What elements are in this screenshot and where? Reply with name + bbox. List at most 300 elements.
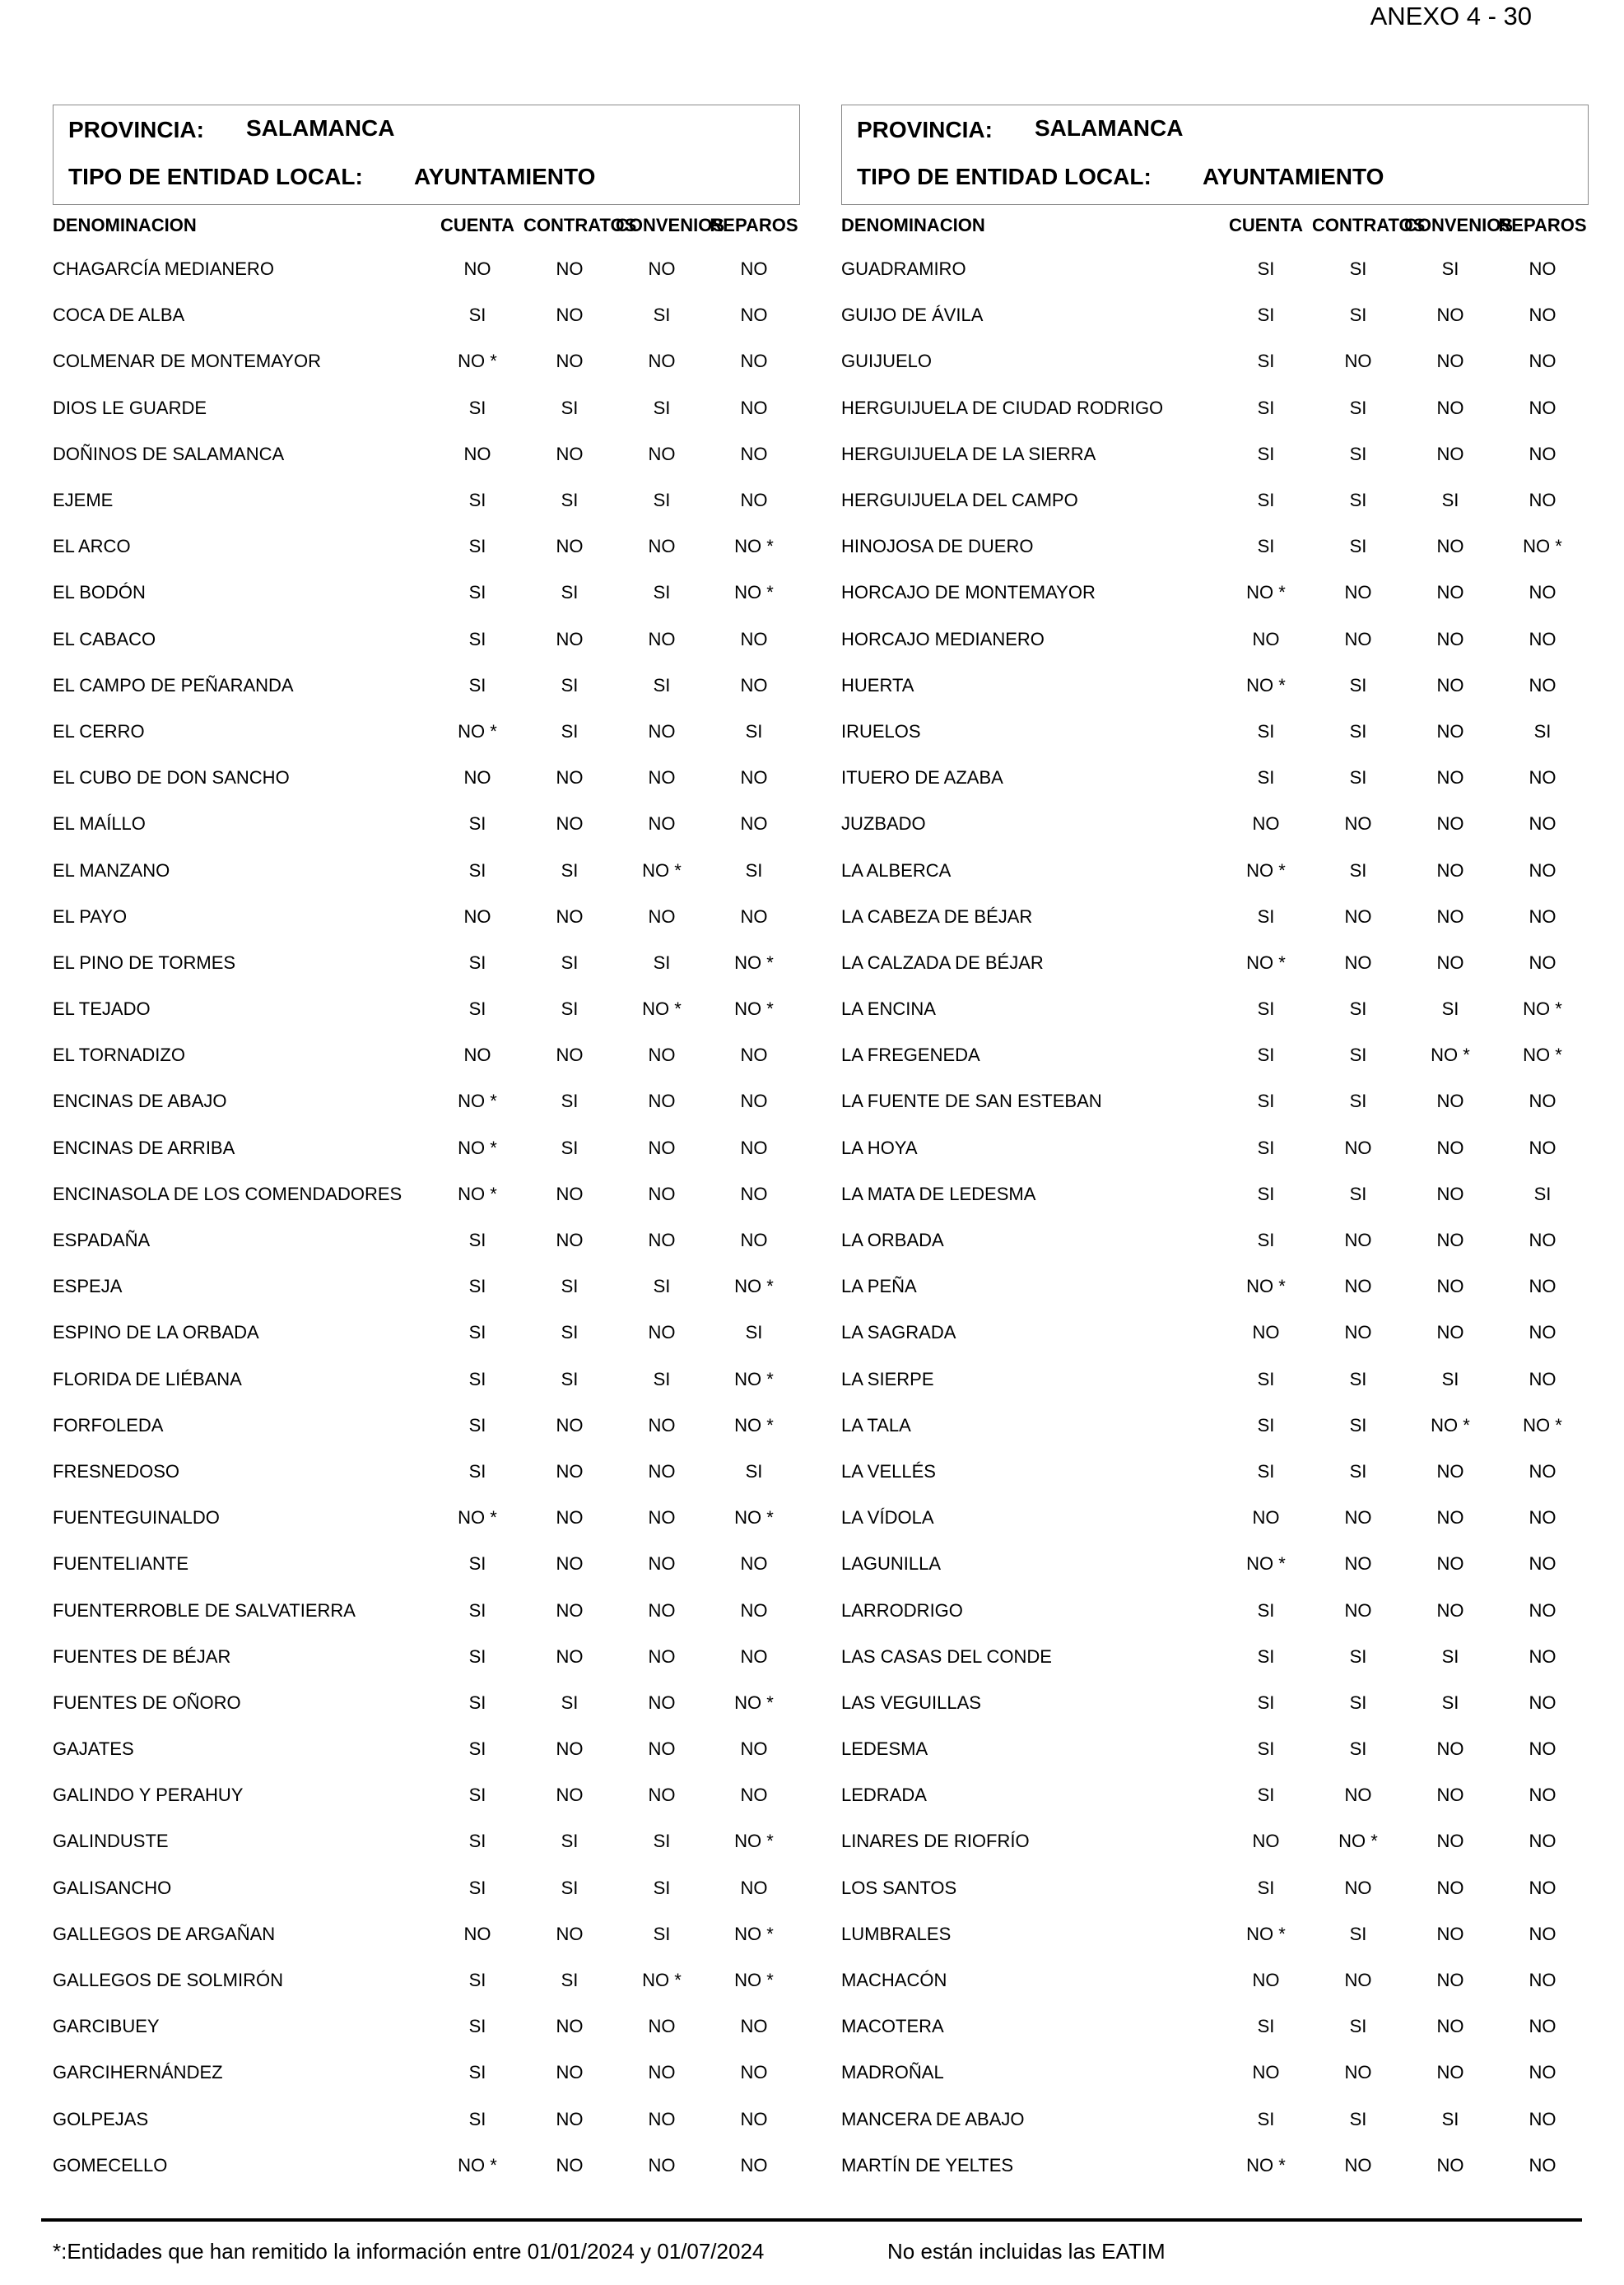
entity-name: LINARES DE RIOFRÍO [841, 1831, 1030, 1852]
convenios-cell: NO [1436, 1137, 1464, 1158]
contratos-cell: SI [1349, 2016, 1367, 2037]
convenios-cell: SI [653, 1831, 671, 1852]
contratos-cell: SI [561, 1970, 579, 1991]
table-row [841, 1680, 1589, 1726]
entity-name: LA SIERPE [841, 1368, 934, 1389]
contratos-cell: SI [561, 998, 579, 1020]
convenios-cell: SI [653, 305, 671, 326]
col-header-cuenta: CUENTA [440, 215, 515, 235]
cuenta-cell: NO * [458, 1137, 497, 1158]
cuenta-cell: SI [468, 1553, 486, 1575]
cuenta-cell: NO * [458, 351, 497, 372]
convenios-cell: SI [653, 1923, 671, 1944]
cuenta-cell: SI [1257, 397, 1275, 418]
convenios-cell: NO [648, 2062, 676, 2083]
convenios-cell: NO [1436, 1091, 1464, 1112]
entity-name: EL CAMPO DE PEÑARANDA [53, 674, 294, 696]
cuenta-cell: NO [1252, 2062, 1280, 2083]
convenios-cell: SI [653, 1368, 671, 1389]
cuenta-cell: SI [1257, 2108, 1275, 2129]
convenios-cell: NO [1436, 859, 1464, 881]
contratos-cell: SI [561, 1322, 579, 1343]
table-row [53, 2097, 800, 2143]
provincia-value: SALAMANCA [246, 115, 395, 141]
entity-name: EL CABACO [53, 628, 156, 649]
reparos-cell: NO [1529, 1322, 1557, 1343]
contratos-cell: SI [561, 952, 579, 973]
entity-name: FUENTEGUINALDO [53, 1507, 220, 1529]
contratos-cell: SI [561, 397, 579, 418]
entity-name: EL MANZANO [53, 859, 170, 881]
table-row [53, 1357, 800, 1403]
entity-name: GUIJO DE ÁVILA [841, 305, 984, 326]
contratos-cell: SI [561, 1692, 579, 1713]
entity-name: GARCIBUEY [53, 2016, 160, 2037]
convenios-cell: NO [1436, 1785, 1464, 1806]
reparos-cell: NO [1529, 490, 1557, 511]
cuenta-cell: SI [468, 536, 486, 557]
table-row [53, 1125, 800, 1171]
contratos-cell: SI [1349, 674, 1367, 696]
convenios-cell: NO [1436, 674, 1464, 696]
contratos-cell: NO [556, 1923, 584, 1944]
table-row [841, 1263, 1589, 1310]
table-row [841, 1078, 1589, 1124]
table-row [841, 2050, 1589, 2096]
cuenta-cell: NO * [458, 2154, 497, 2176]
table-row [841, 570, 1589, 616]
entity-name: HUERTA [841, 674, 914, 696]
reparos-cell: NO [740, 443, 768, 464]
reparos-cell: NO [1529, 1970, 1557, 1991]
contratos-cell: NO [1344, 1137, 1372, 1158]
table-row [53, 1911, 800, 1957]
contratos-cell: NO [556, 2016, 584, 2037]
cuenta-cell: SI [1257, 720, 1275, 742]
contratos-cell: NO [556, 813, 584, 835]
convenios-cell: SI [653, 1877, 671, 1898]
cuenta-cell: NO [1252, 1831, 1280, 1852]
reparos-cell: NO [740, 1553, 768, 1575]
provincia-label: PROVINCIA: [857, 117, 993, 142]
cuenta-cell: NO * [1246, 2154, 1286, 2176]
reparos-cell: NO [1529, 2154, 1557, 2176]
contratos-cell: SI [1349, 998, 1367, 1020]
entity-name: EL BODÓN [53, 582, 146, 603]
cuenta-cell: NO [463, 767, 491, 789]
table-row [53, 1818, 800, 1864]
convenios-cell: SI [1441, 490, 1459, 511]
cuenta-cell: SI [468, 2016, 486, 2037]
table-row [53, 1310, 800, 1356]
reparos-cell: NO * [1523, 1045, 1562, 1066]
cuenta-cell: SI [1257, 1045, 1275, 1066]
contratos-cell: SI [1349, 720, 1367, 742]
reparos-cell: NO * [734, 1692, 774, 1713]
contratos-cell: SI [561, 674, 579, 696]
contratos-cell: NO [556, 443, 584, 464]
cuenta-cell: SI [468, 1970, 486, 1991]
convenios-cell: NO [648, 1091, 676, 1112]
table-row [841, 1587, 1589, 1633]
reparos-cell: NO [740, 1183, 768, 1204]
contratos-cell: SI [561, 859, 579, 881]
convenios-cell: NO [648, 1599, 676, 1621]
cuenta-cell: SI [1257, 1877, 1275, 1898]
reparos-cell: NO [740, 674, 768, 696]
contratos-cell: NO [556, 2154, 584, 2176]
contratos-cell: NO [1344, 582, 1372, 603]
reparos-cell: SI [745, 1322, 763, 1343]
entity-name: LA HOYA [841, 1137, 918, 1158]
entity-name: FUENTELIANTE [53, 1553, 189, 1575]
convenios-cell: NO [1436, 1877, 1464, 1898]
entity-name: GAJATES [53, 1738, 134, 1760]
cuenta-cell: NO [1252, 1507, 1280, 1529]
cuenta-cell: SI [1257, 1230, 1275, 1251]
reparos-cell: NO * [734, 1970, 774, 1991]
table-row [53, 986, 800, 1032]
convenios-cell: NO [648, 1553, 676, 1575]
convenios-cell: SI [1441, 1368, 1459, 1389]
cuenta-cell: SI [1257, 1692, 1275, 1713]
reparos-cell: NO [1529, 1276, 1557, 1297]
cuenta-cell: SI [468, 952, 486, 973]
panel-left [53, 105, 800, 2189]
entity-name: HORCAJO MEDIANERO [841, 628, 1045, 649]
table-row [841, 2143, 1589, 2189]
convenios-cell: NO [648, 536, 676, 557]
cuenta-cell: NO * [1246, 952, 1286, 973]
contratos-cell: NO [556, 1230, 584, 1251]
table-row [841, 847, 1589, 893]
convenios-cell: NO [648, 1137, 676, 1158]
entity-name: FLORIDA DE LIÉBANA [53, 1368, 242, 1389]
contratos-cell: SI [1349, 443, 1367, 464]
convenios-cell: NO [648, 1738, 676, 1760]
cuenta-cell: NO * [458, 1091, 497, 1112]
reparos-cell: NO [1529, 952, 1557, 973]
contratos-cell: NO [1344, 628, 1372, 649]
convenios-cell: NO [648, 1785, 676, 1806]
cuenta-cell: NO * [458, 720, 497, 742]
entity-name: IRUELOS [841, 720, 921, 742]
convenios-cell: NO [1436, 2062, 1464, 2083]
reparos-cell: NO [1529, 1923, 1557, 1944]
reparos-cell: NO [1529, 2062, 1557, 2083]
reparos-cell: NO [1529, 1599, 1557, 1621]
entity-name: COCA DE ALBA [53, 305, 185, 326]
cuenta-cell: SI [1257, 2016, 1275, 2037]
table-row [53, 385, 800, 431]
cuenta-cell: SI [468, 305, 486, 326]
entity-name: EJEME [53, 490, 114, 511]
entity-name: LA VÍDOLA [841, 1507, 934, 1529]
entity-name: CHAGARCÍA MEDIANERO [53, 258, 274, 280]
table-row [53, 1726, 800, 1772]
convenios-cell: NO [1436, 536, 1464, 557]
cuenta-cell: SI [1257, 1785, 1275, 1806]
table-row [841, 1541, 1589, 1587]
convenios-cell: NO [1436, 952, 1464, 973]
table-row [841, 338, 1589, 384]
entity-name: EL TORNADIZO [53, 1045, 185, 1066]
cuenta-cell: SI [468, 1460, 486, 1482]
convenios-cell: NO [1436, 1831, 1464, 1852]
entity-table [841, 205, 1589, 2189]
cuenta-cell: NO * [458, 1183, 497, 1204]
reparos-cell: NO [740, 305, 768, 326]
reparos-cell: NO * [734, 1368, 774, 1389]
table-row [841, 1357, 1589, 1403]
entity-name: ENCINAS DE ABAJO [53, 1091, 227, 1112]
table-row [53, 1263, 800, 1310]
contratos-cell: SI [1349, 490, 1367, 511]
contratos-cell: SI [1349, 2108, 1367, 2129]
contratos-cell: NO [1344, 1230, 1372, 1251]
entity-name: ESPEJA [53, 1276, 123, 1297]
reparos-cell: NO [1529, 813, 1557, 835]
reparos-cell: NO [1529, 1091, 1557, 1112]
cuenta-cell: NO [463, 258, 491, 280]
cuenta-cell: SI [468, 813, 486, 835]
cuenta-cell: SI [1257, 1599, 1275, 1621]
table-row [53, 709, 800, 755]
contratos-cell: SI [1349, 1091, 1367, 1112]
entity-name: MANCERA DE ABAJO [841, 2108, 1025, 2129]
table-row [841, 2097, 1589, 2143]
reparos-cell: SI [745, 859, 763, 881]
convenios-cell: NO [648, 2108, 676, 2129]
contratos-cell: SI [1349, 258, 1367, 280]
table-row [53, 431, 800, 477]
cuenta-cell: NO * [458, 1507, 497, 1529]
convenios-cell: NO [1436, 628, 1464, 649]
contratos-cell: NO [556, 1553, 584, 1575]
table-row [841, 1217, 1589, 1263]
contratos-cell: NO [556, 628, 584, 649]
convenios-cell: SI [1441, 2108, 1459, 2129]
cuenta-cell: NO [1252, 1322, 1280, 1343]
reparos-cell: NO [740, 905, 768, 927]
entity-name: EL PINO DE TORMES [53, 952, 236, 973]
col-header-contratos: CONTRATOS [523, 215, 637, 235]
entity-name: LOS SANTOS [841, 1877, 957, 1898]
entity-name: MARTÍN DE YELTES [841, 2154, 1014, 2176]
reparos-cell: NO [740, 1091, 768, 1112]
reparos-cell: NO [740, 1137, 768, 1158]
convenios-cell: NO [648, 443, 676, 464]
convenios-cell: NO [648, 1645, 676, 1667]
entity-name: JUZBADO [841, 813, 926, 835]
reparos-cell: NO * [734, 1507, 774, 1529]
entity-name: HORCAJO DE MONTEMAYOR [841, 582, 1096, 603]
convenios-cell: NO [1436, 1183, 1464, 1204]
reparos-cell: NO [1529, 905, 1557, 927]
entity-name: FUENTES DE OÑORO [53, 1692, 241, 1713]
contratos-cell: NO [1344, 1785, 1372, 1806]
entity-name: LA FREGENEDA [841, 1045, 980, 1066]
entity-name: MADROÑAL [841, 2062, 944, 2083]
contratos-cell: SI [1349, 1460, 1367, 1482]
table-row [841, 1634, 1589, 1680]
table-row [841, 617, 1589, 663]
convenios-cell: NO [1436, 443, 1464, 464]
contratos-cell: NO [1344, 1599, 1372, 1621]
convenios-cell: NO [1436, 351, 1464, 372]
cuenta-cell: SI [1257, 1137, 1275, 1158]
entity-name: GARCIHERNÁNDEZ [53, 2062, 223, 2083]
contratos-cell: NO [556, 1045, 584, 1066]
convenios-cell: SI [653, 490, 671, 511]
reparos-cell: NO [740, 2062, 768, 2083]
reparos-cell: NO * [734, 536, 774, 557]
contratos-cell: NO [1344, 1276, 1372, 1297]
cuenta-cell: SI [468, 1692, 486, 1713]
reparos-cell: NO [1529, 859, 1557, 881]
convenios-cell: NO [1436, 1599, 1464, 1621]
entity-name: FUENTERROBLE DE SALVATIERRA [53, 1599, 356, 1621]
reparos-cell: NO * [734, 1414, 774, 1436]
entity-name: FRESNEDOSO [53, 1460, 180, 1482]
convenios-cell: SI [1441, 258, 1459, 280]
entity-name: ESPINO DE LA ORBADA [53, 1322, 259, 1343]
cuenta-cell: SI [468, 1738, 486, 1760]
entity-name: EL TEJADO [53, 998, 151, 1020]
cuenta-cell: SI [468, 1230, 486, 1251]
table-row [53, 663, 800, 709]
convenios-cell: NO * [1431, 1414, 1470, 1436]
table-row [53, 1171, 800, 1217]
table-header-row [841, 205, 1589, 246]
reparos-cell: NO [740, 1877, 768, 1898]
col-header-convenios: CONVENIOS [1404, 215, 1514, 235]
reparos-cell: NO [740, 258, 768, 280]
table-row [841, 1726, 1589, 1772]
table-header-row [53, 205, 800, 246]
footer-note: *:Entidades que han remitido la información entre 01/01/2024 y 01/07/2024 [53, 2239, 765, 2264]
cuenta-cell: NO [1252, 1970, 1280, 1991]
entity-name: GUIJUELO [841, 351, 933, 372]
contratos-cell: NO [556, 1414, 584, 1436]
cuenta-cell: SI [1257, 767, 1275, 789]
table-row [841, 1403, 1589, 1449]
reparos-cell: SI [745, 1460, 763, 1482]
table-row [53, 1217, 800, 1263]
contratos-cell: NO [556, 536, 584, 557]
contratos-cell: NO [1344, 1322, 1372, 1343]
footer-eatim-note: No están incluidas las EATIM [887, 2239, 1166, 2264]
contratos-cell: SI [1349, 767, 1367, 789]
convenios-cell: NO [648, 767, 676, 789]
convenios-cell: SI [653, 952, 671, 973]
reparos-cell: NO * [734, 1923, 774, 1944]
entity-name: LEDESMA [841, 1738, 928, 1760]
entity-name: GALINDUSTE [53, 1831, 169, 1852]
reparos-cell: NO [740, 1599, 768, 1621]
convenios-cell: NO [648, 813, 676, 835]
entity-name: DOÑINOS DE SALAMANCA [53, 443, 285, 464]
convenios-cell: NO [648, 628, 676, 649]
reparos-cell: NO [1529, 767, 1557, 789]
contratos-cell: NO [556, 1507, 584, 1529]
contratos-cell: NO [1344, 351, 1372, 372]
entity-name: LEDRADA [841, 1785, 927, 1806]
reparos-cell: NO [1529, 397, 1557, 418]
cuenta-cell: NO * [1246, 674, 1286, 696]
entity-name: FUENTES DE BÉJAR [53, 1645, 231, 1667]
entity-name: HERGUIJUELA DE CIUDAD RODRIGO [841, 397, 1164, 418]
reparos-cell: NO [1529, 443, 1557, 464]
cuenta-cell: SI [468, 1831, 486, 1852]
footer-divider [41, 2218, 1582, 2222]
reparos-cell: NO * [1523, 1414, 1562, 1436]
cuenta-cell: SI [468, 1877, 486, 1898]
cuenta-cell: NO [463, 443, 491, 464]
entity-name: LA MATA DE LEDESMA [841, 1183, 1036, 1204]
reparos-cell: SI [1533, 720, 1552, 742]
convenios-cell: NO [648, 720, 676, 742]
entity-name: LAGUNILLA [841, 1553, 942, 1575]
contratos-cell: NO [1344, 1507, 1372, 1529]
cuenta-cell: NO [1252, 628, 1280, 649]
convenios-cell: NO [648, 1045, 676, 1066]
cuenta-cell: SI [468, 1785, 486, 1806]
contratos-cell: SI [561, 1368, 579, 1389]
reparos-cell: NO [1529, 628, 1557, 649]
table-row [841, 385, 1589, 431]
contratos-cell: NO [1344, 1877, 1372, 1898]
convenios-cell: NO [648, 1183, 676, 1204]
convenios-cell: NO [1436, 2154, 1464, 2176]
entity-name: HERGUIJUELA DE LA SIERRA [841, 443, 1096, 464]
cuenta-cell: SI [1257, 905, 1275, 927]
reparos-cell: NO * [734, 582, 774, 603]
contratos-cell: NO [556, 1785, 584, 1806]
reparos-cell: NO [1529, 1877, 1557, 1898]
contratos-cell: SI [1349, 305, 1367, 326]
reparos-cell: NO [740, 490, 768, 511]
reparos-cell: NO [740, 1645, 768, 1667]
entity-name: LA CALZADA DE BÉJAR [841, 952, 1044, 973]
entity-name: LARRODRIGO [841, 1599, 963, 1621]
col-header-contratos: CONTRATOS [1312, 215, 1426, 235]
cuenta-cell: NO * [1246, 859, 1286, 881]
entity-name: GALINDO Y PERAHUY [53, 1785, 244, 1806]
entity-name: COLMENAR DE MONTEMAYOR [53, 351, 321, 372]
table-row [53, 755, 800, 801]
col-header-reparos: REPAROS [710, 215, 798, 235]
cuenta-cell: SI [468, 1599, 486, 1621]
table-row [841, 1865, 1589, 1911]
reparos-cell: NO [1529, 1137, 1557, 1158]
reparos-cell: NO [1529, 1230, 1557, 1251]
cuenta-cell: SI [1257, 1738, 1275, 1760]
reparos-cell: SI [1533, 1183, 1552, 1204]
entity-name: FORFOLEDA [53, 1414, 164, 1436]
convenios-cell: NO [1436, 1276, 1464, 1297]
contratos-cell: NO * [1338, 1831, 1378, 1852]
entity-name: ESPADAÑA [53, 1230, 151, 1251]
contratos-cell: SI [561, 1091, 579, 1112]
entity-name: LA PEÑA [841, 1276, 917, 1297]
table-row [841, 292, 1589, 338]
table-row [841, 940, 1589, 986]
table-row [53, 801, 800, 847]
reparos-cell: NO * [734, 952, 774, 973]
col-header-convenios: CONVENIOS [616, 215, 725, 235]
cuenta-cell: SI [468, 1368, 486, 1389]
